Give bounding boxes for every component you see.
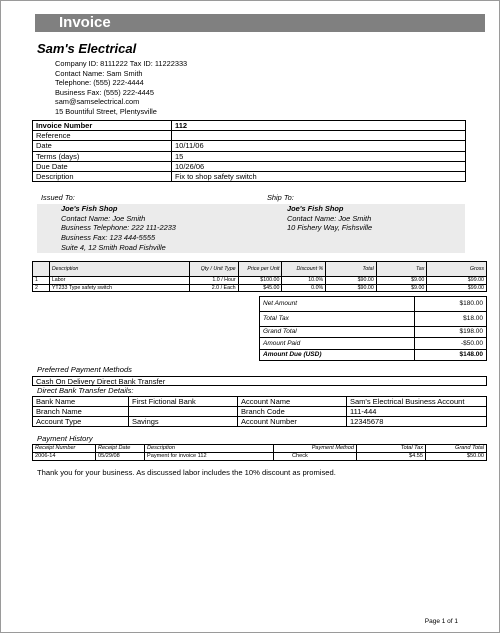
detail-label: Date [33,141,172,151]
item-qty: 1.0 / Hour [190,277,238,285]
item-price: $100.00 [238,277,282,285]
hist-col-receipt-number: Receipt Number [33,445,96,453]
hist-col-grand-total: Grand Total [426,445,487,453]
total-label: Grand Total [260,327,415,338]
bank-cell: Branch Name [33,407,129,417]
table-row [33,453,487,461]
total-value: $198.00 [414,327,486,338]
company-telephone: Telephone: (555) 222-4444 [55,78,144,88]
thank-you-note: Thank you for your business. As discussed labor includes the 10% discount as promised. [37,468,336,477]
hist-col-receipt-date: Receipt Date [96,445,145,453]
bank-cell: First Fictional Bank [129,397,238,407]
col-qty-header: Qty / Unit Type [190,262,238,277]
company-name: Sam's Electrical [37,41,137,56]
bank-cell: 111-444 [347,407,487,417]
bank-cell: Account Number [238,417,347,427]
company-fax: Business Fax: (555) 222-4445 [55,87,155,97]
issued-to-name: Joe's Fish Shop [61,203,118,213]
company-address: 15 Bountiful Street, Plentysville [55,106,157,116]
issued-to-box [37,204,265,253]
bank-details-table [32,396,487,427]
detail-value [172,131,466,141]
detail-value: Fix to shop safety switch [172,171,466,181]
total-tax-row [260,312,487,327]
invoice-number-value: 112 [172,121,466,131]
line-items-table [32,261,487,292]
terms-row [33,151,466,161]
amount-due-row [260,349,487,360]
item-gross: $99.00 [427,284,487,292]
col-discount-header: Discount % [282,262,326,277]
payment-history-header [33,445,487,453]
title-bar [35,14,485,32]
total-label: Total Tax [260,312,415,327]
detail-label: Terms (days) [33,151,172,161]
ship-to-address: 10 Fishery Way, Fishsville [287,223,373,233]
detail-value: 15 [172,151,466,161]
issued-to-address: Suite 4, 12 Smith Road Fishville [61,242,166,252]
issued-to-fax: Business Fax: 123 444-5555 [61,233,156,243]
table-row [33,277,487,285]
item-total: $90.00 [326,284,377,292]
item-tax: $9.00 [376,284,427,292]
table-row [33,284,487,292]
payment-methods-value: Cash On Delivery Direct Bank Transfer [36,377,166,386]
grand-total-row [260,327,487,338]
hist-receipt-date: 05/29/08 [96,453,145,461]
col-tax-header: Tax [376,262,427,277]
detail-label: Reference [33,131,172,141]
total-value: $148.00 [414,349,486,360]
issued-to-telephone: Business Telephone: 222 111-2233 [61,223,176,233]
company-email: sam@samselectrical.com [55,97,140,107]
page-indicator: Page 1 of 1 [424,618,458,625]
table-row [33,417,487,427]
col-gross-header: Gross [427,262,487,277]
item-description: Labor [49,277,189,285]
total-label: Net Amount [260,297,415,312]
issued-to-contact: Contact Name: Joe Smith [61,213,146,223]
table-row [33,407,487,417]
item-discount: 10.0% [282,277,326,285]
bank-cell: Sam's Electrical Business Account [347,397,487,407]
payment-history-table [32,444,487,461]
item-gross: $99.00 [427,277,487,285]
hist-grand-total: $50.00 [426,453,487,461]
bank-cell: Account Type [33,417,129,427]
payment-methods-heading: Preferred Payment Methods [37,365,132,374]
bank-cell [129,407,238,417]
item-description: YT233 Type safety switch [49,284,189,292]
invoice-number-label: Invoice Number [33,121,172,131]
bank-cell: Savings [129,417,238,427]
hist-receipt-number: 2006-14 [33,453,96,461]
bank-cell: 12345678 [347,417,487,427]
date-row [33,141,466,151]
detail-value: 10/11/06 [172,141,466,151]
total-value: $180.00 [414,297,486,312]
hist-total-tax: $4.55 [357,453,426,461]
detail-value: 10/26/06 [172,161,466,171]
item-total: $90.00 [326,277,377,285]
payment-history-heading: Payment History [37,434,93,443]
ship-to-label: Ship To: [267,193,294,202]
description-row [33,171,466,181]
reference-row [33,131,466,141]
bank-cell: Branch Code [238,407,347,417]
col-price-header: Price per Unit [238,262,282,277]
invoice-number-row [33,121,466,131]
bank-cell: Account Name [238,397,347,407]
bank-details-heading: Direct Bank Transfer Details: [37,386,134,395]
col-total-header: Total [326,262,377,277]
ship-to-block [263,193,465,253]
company-info [55,59,187,117]
company-ids: Company ID: 8111222 Tax ID: 11222333 [55,59,188,68]
hist-payment-method: Check [274,453,357,461]
item-index: 1 [33,277,50,285]
hist-col-description: Description [145,445,274,453]
total-label: Amount Due (USD) [260,349,415,360]
bank-cell: Bank Name [33,397,129,407]
total-label: Amount Paid [260,338,415,349]
col-description-header: Description [49,262,189,277]
item-index: 2 [33,284,50,292]
due-date-row [33,161,466,171]
item-price: $45.00 [238,284,282,292]
total-value: $18.00 [414,312,486,327]
item-tax: $9.00 [376,277,427,285]
ship-to-contact: Contact Name: Joe Smith [287,213,372,223]
hist-description: Payment for invoice 112 [145,453,274,461]
total-value: -$50.00 [414,338,486,349]
hist-col-payment-method: Payment Method [274,445,357,453]
ship-to-box [263,204,465,253]
item-qty: 2.0 / Each [190,284,238,292]
table-row [33,397,487,407]
col-index-header [33,262,50,277]
line-items-header [33,262,487,277]
issued-to-label: Issued To: [41,193,75,202]
invoice-title: Invoice [59,14,111,31]
detail-label: Due Date [33,161,172,171]
invoice-details-table [32,120,466,182]
item-discount: 0.0% [282,284,326,292]
company-contact: Contact Name: Sam Smith [55,68,143,78]
detail-label: Description [33,171,172,181]
payment-methods-box [32,376,487,386]
totals-table [259,296,487,361]
ship-to-name: Joe's Fish Shop [287,203,344,213]
net-amount-row [260,297,487,312]
hist-col-total-tax: Total Tax [357,445,426,453]
amount-paid-row [260,338,487,349]
issued-to-block [37,193,265,253]
